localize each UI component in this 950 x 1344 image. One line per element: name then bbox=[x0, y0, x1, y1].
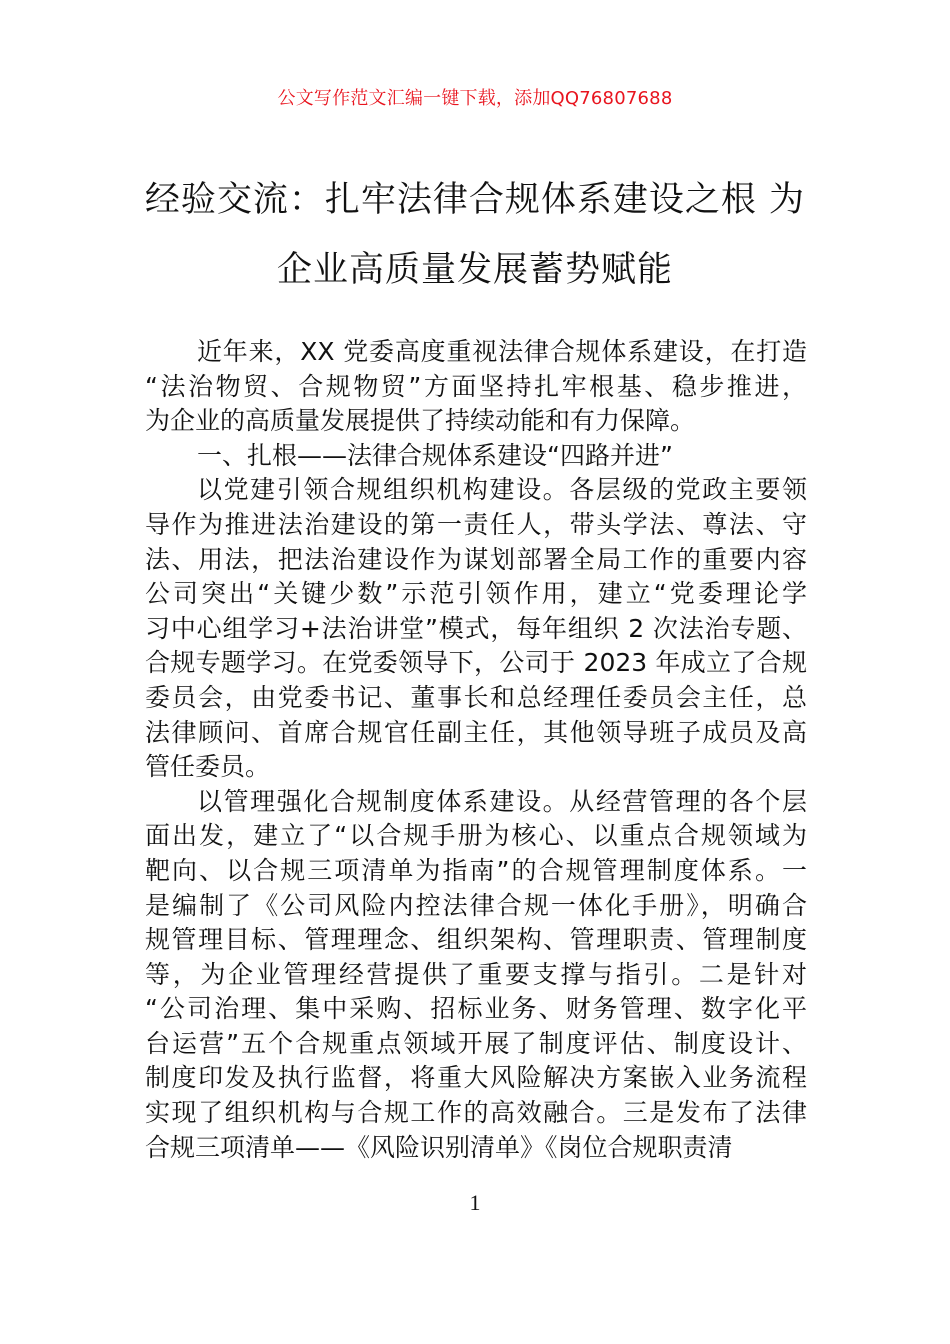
text-line: 委员会，由党委书记、董事长和总经理任委员会主任，总 bbox=[145, 682, 807, 712]
text-line: 法律顾问、首席合规官任副主任，其他领导班子成员及高 bbox=[145, 717, 807, 747]
text-line: 合规专题学习。在党委领导下，公司于 2023 年成立了合规 bbox=[145, 648, 807, 678]
text-line: 近年来，XX 党委高度重视法律合规体系建设，在打造 bbox=[197, 337, 807, 366]
text-line: 实现了组织机构与合规工作的高效融合。三是发布了法律 bbox=[145, 1098, 807, 1128]
promo-header: 公文写作范文汇编一键下载，添加QQ76807688 bbox=[277, 88, 673, 109]
text-line: “法治物贸、合规物贸”方面坚持扎牢根基、稳步推进， bbox=[145, 371, 807, 401]
text-line: 一、扎根——法律合规体系建设“四路并进” bbox=[197, 440, 673, 470]
document-body bbox=[145, 335, 807, 1165]
paragraph bbox=[145, 785, 807, 1166]
text-line: 靶向、以合规三项清单为指南”的合规管理制度体系。一 bbox=[145, 855, 807, 885]
text-line: “公司治理、集中采购、招标业务、财务管理、数字化平 bbox=[145, 994, 807, 1024]
document-title-line-1: 经验交流：扎牢法律合规体系建设之根 为 bbox=[144, 180, 806, 220]
text-line: 公司突出“关键少数”示范引领作用，建立“党委理论学 bbox=[145, 579, 807, 609]
page-number: 1 bbox=[469, 1190, 481, 1215]
text-line: 等，为企业管理经营提供了重要支撑与指引。二是针对 bbox=[145, 959, 807, 989]
text-line: 以党建引领合规组织机构建设。各层级的党政主要领 bbox=[197, 475, 807, 505]
text-line: 管任委员。 bbox=[145, 752, 271, 782]
text-line: 台运营”五个合规重点领域开展了制度评估、制度设计、 bbox=[145, 1028, 807, 1058]
text-line: 导作为推进法治建设的第一责任人，带头学法、尊法、守 bbox=[145, 509, 807, 539]
text-line: 制度印发及执行监督，将重大风险解决方案嵌入业务流程 bbox=[145, 1063, 807, 1093]
paragraph bbox=[145, 473, 807, 784]
document-title-line-2: 企业高质量发展蓄势赋能 bbox=[276, 250, 673, 290]
text-line: 习中心组学习+法治讲堂”模式，每年组织 2 次法治专题、 bbox=[145, 613, 807, 643]
text-line: 是编制了《公司风险内控法律合规一体化手册》，明确合 bbox=[145, 890, 807, 920]
text-line: 以管理强化合规制度体系建设。从经营管理的各个层 bbox=[197, 786, 807, 816]
text-line: 规管理目标、管理理念、组织架构、管理职责、管理制度 bbox=[145, 925, 807, 955]
text-line: 面出发，建立了“以合规手册为核心、以重点合规领域为 bbox=[145, 821, 807, 851]
text-line: 合规三项清单——《风险识别清单》《岗位合规职责清 bbox=[145, 1132, 733, 1162]
paragraph bbox=[145, 335, 807, 439]
section-heading bbox=[145, 439, 807, 474]
text-line: 为企业的高质量发展提供了持续动能和有力保障。 bbox=[145, 406, 696, 436]
text-line: 法、用法，把法治建设作为谋划部署全局工作的重要内容 bbox=[145, 544, 807, 574]
